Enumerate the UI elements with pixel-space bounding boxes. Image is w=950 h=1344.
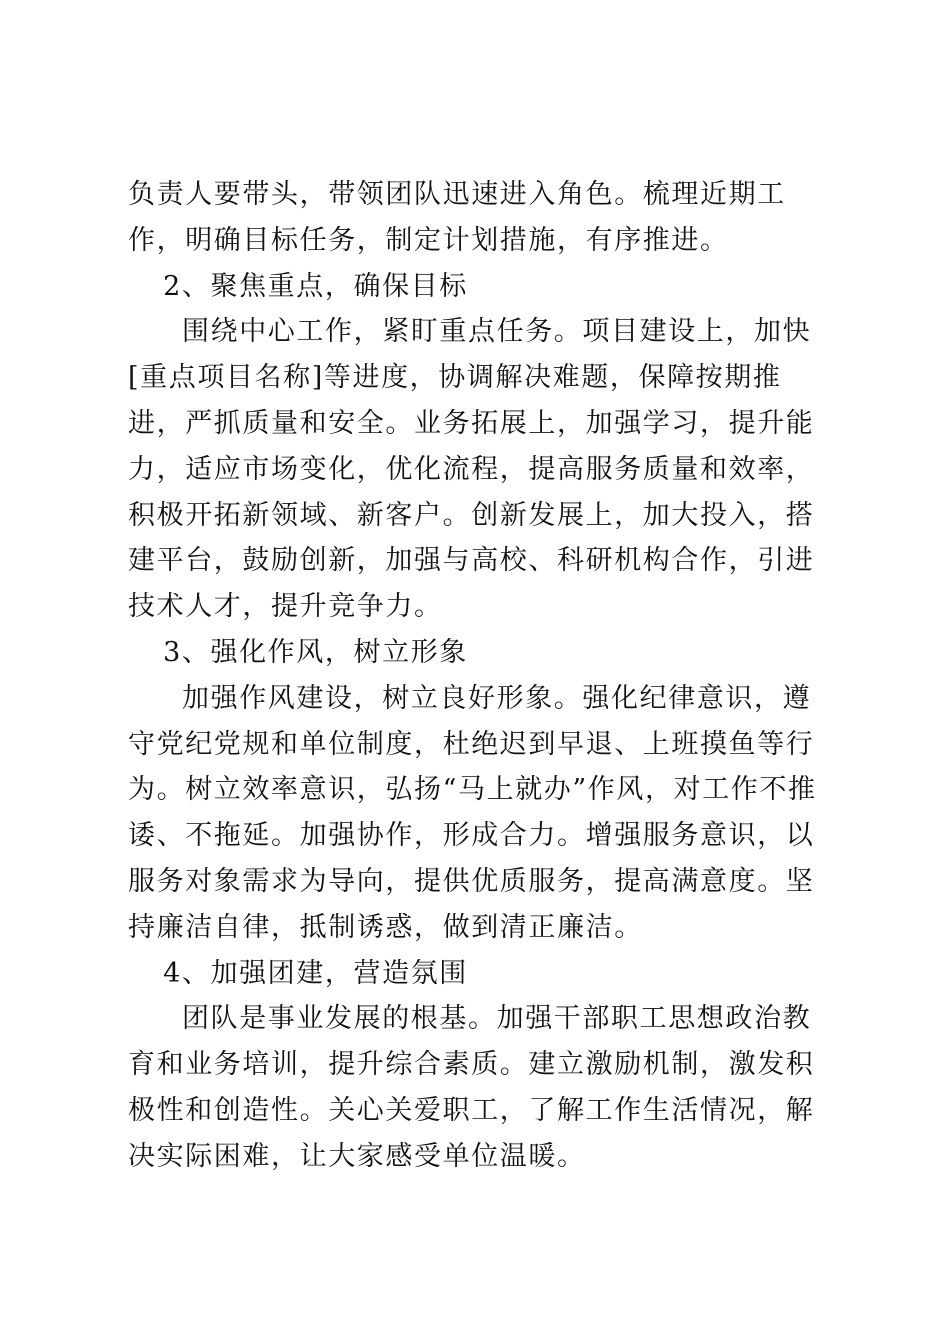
paragraph-focus-priorities: 围绕中心工作，紧盯重点任务。项目建设上，加快[重点项目名称]等进度，协调解决难题，保障按期推进，严抓质量和安全。业务拓展上，加强学习，提升能力，适应市场变化，优化流程，提高服务质量和效率，积极开拓新领域、新客户。创新发展上，加大投入，搭建平台，鼓励创新，加强与高校、科研机构合作，引进技术人才，提升竞争力。 [128, 316, 815, 623]
section-heading-3: 3、强化作风，树立形象 [163, 636, 468, 668]
document-body [128, 172, 828, 1180]
paragraph-continued: 负责人要带头，带领团队迅速进入角色。梳理近期工作，明确目标任务，制定计划措施，有序推进。 [128, 179, 786, 256]
section-heading-4: 4、加强团建，营造氛围 [163, 957, 468, 989]
section-heading-2: 2、聚焦重点，确保目标 [163, 270, 468, 302]
paragraph-work-style: 加强作风建设，树立良好形象。强化纪律意识，遵守党纪党规和单位制度，杜绝迟到早退、上班摸鱼等行为。树立效率意识，弘扬“马上就办”作风，对工作不推诿、不拖延。加强协作，形成合力。增强服务意识，以服务对象需求为导向，提供优质服务，提高满意度。坚持廉洁自律，抵制诱惑，做到清正廉洁。 [128, 682, 817, 943]
paragraph-team-building: 团队是事业发展的根基。加强干部职工思想政治教育和业务培训，提升综合素质。建立激励机制，激发积极性和创造性。关心关爱职工，了解工作生活情况，解决实际困难，让大家感受单位温暖。 [128, 1003, 815, 1172]
